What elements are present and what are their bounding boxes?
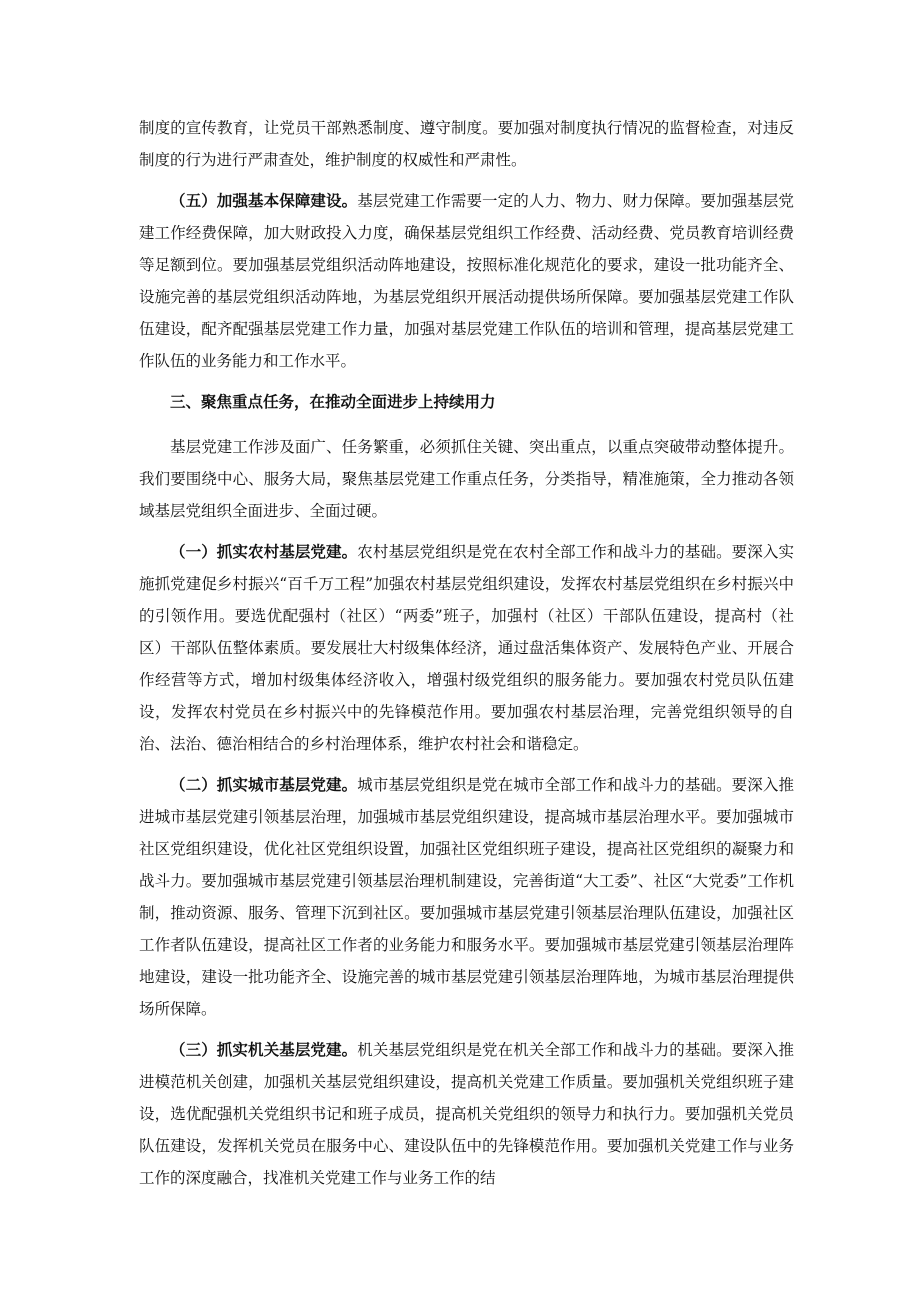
paragraph-text: 制度的宣传教育，让党员干部熟悉制度、遵守制度。要加强对制度执行情况的监督检查，对违反制度的行为进行严肃查处，维护制度的权威性和严肃性。 <box>139 119 794 169</box>
paragraph-text: 基层党建工作涉及面广、任务繁重，必须抓住关键、突出重点，以重点突破带动整体提升。我们要围绕中心、服务大局，聚焦基层党建工作重点任务，分类指导，精准施策，全力推动各领域基层党组织全面进步、全面过硬。 <box>139 438 794 520</box>
paragraph-lead: （一）抓实农村基层党建。 <box>170 543 358 561</box>
document-page <box>139 112 794 1203</box>
paragraph-text: 城市基层党组织是党在城市全部工作和战斗力的基础。要深入推进城市基层党建引领基层治理，加强城市基层党组织建设，提高城市基层治理水平。要加强城市社区党组织建设，优化社区党组织设置，加强社区党组织班子建设，提高社区党组织的凝聚力和战斗力。要加强城市基层党建引领基层治理机制建设，完善街道“大工委”、社区“大党委”工作机制，推动资源、服务、管理下沉到社区。要加强城市基层党建引领基层治理队伍建设，加强社区工作者队伍建设，提高社区工作者的业务能力和服务水平。要加强城市基层党建引领基层治理阵地建设，建设一批功能齐全、设施完善的城市基层党建引领基层治理阵地，为城市基层治理提供场所保障。 <box>139 776 794 1018</box>
paragraph-lead: （二）抓实城市基层党建。 <box>170 776 358 794</box>
section-heading: 三、聚焦重点任务，在推动全面进步上持续用力 <box>170 393 496 411</box>
paragraph-text: 机关基层党组织是党在机关全部工作和战斗力的基础。要深入推进模范机关创建，加强机关基层党组织建设，提高机关党建工作质量。要加强机关党组织班子建设，选优配强机关党组织书记和班子成员，提高机关党组织的领导力和执行力。要加强机关党员队伍建设，发挥机关党员在服务中心、建设队伍中的先锋模范作用。要加强机关党建工作与业务工作的深度融合，找准机关党建工作与业务工作的结 <box>139 1041 794 1187</box>
paragraph-text: 农村基层党组织是党在农村全部工作和战斗力的基础。要深入实施抓党建促乡村振兴“百千万工程”加强农村基层党组织建设，发挥农村基层党组织在乡村振兴中的引领作用。要选优配强村（社区）“两委”班子，加强村（社区）干部队伍建设，提高村（社区）干部队伍整体素质。要发展壮大村级集体经济，通过盘活集体资产、发展特色产业、开展合作经营等方式，增加村级集体经济收入，增强村级党组织的服务能力。要加强农村党员队伍建设，发挥农村党员在乡村振兴中的先锋模范作用。要加强农村基层治理，完善党组织领导的自治、法治、德治相结合的乡村治理体系，维护农村社会和谐稳定。 <box>139 543 794 753</box>
paragraph-basic-guarantee <box>139 185 794 377</box>
paragraph-rural <box>139 536 794 760</box>
paragraph-lead: （五）加强基本保障建设。 <box>170 192 358 210</box>
paragraph-intro <box>139 431 794 527</box>
paragraph-lead: （三）抓实机关基层党建。 <box>170 1041 358 1059</box>
paragraph-text: 基层党建工作需要一定的人力、物力、财力保障。要加强基层党建工作经费保障，加大财政投入力度，确保基层党组织工作经费、活动经费、党员教育培训经费等足额到位。要加强基层党组织活动阵地建设，按照标准化规范化的要求，建设一批功能齐全、设施完善的基层党组织活动阵地，为基层党组织开展活动提供场所保障。要加强基层党建工作队伍建设，配齐配强基层党建工作力量，加强对基层党建工作队伍的培训和管理，提高基层党建工作队伍的业务能力和工作水平。 <box>139 192 794 370</box>
paragraph-continued <box>139 112 794 176</box>
paragraph-organs <box>139 1034 794 1194</box>
paragraph-urban <box>139 769 794 1025</box>
